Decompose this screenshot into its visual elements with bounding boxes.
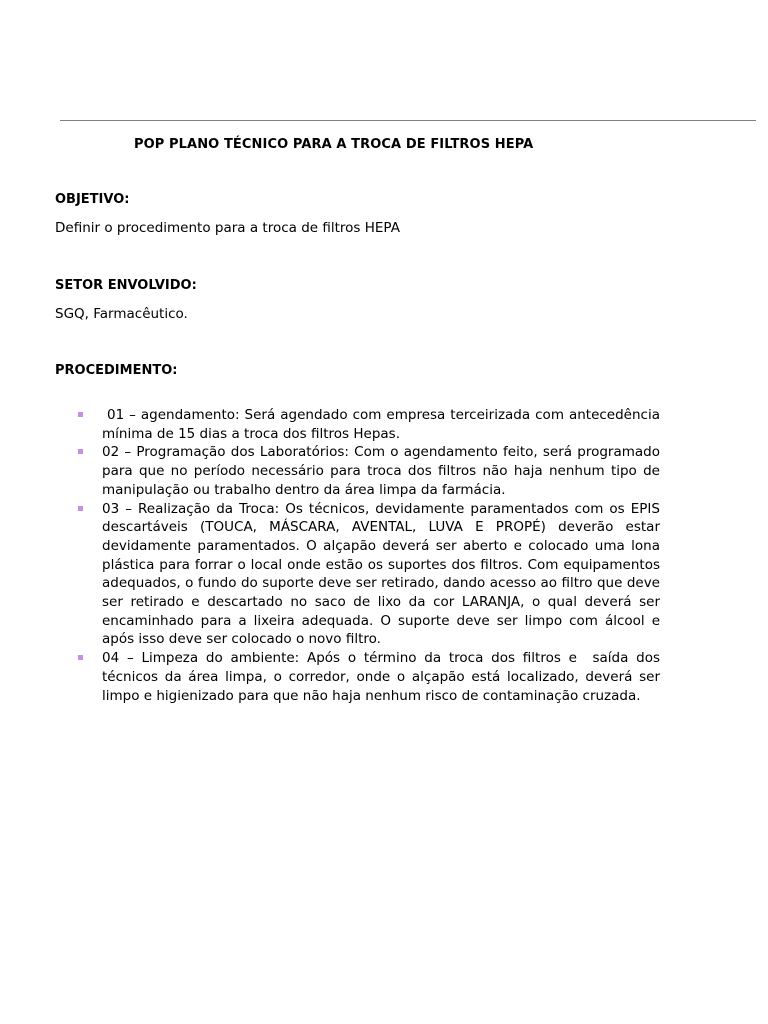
document-title: POP PLANO TÉCNICO PARA A TROCA DE FILTROS HEPA	[134, 137, 534, 152]
procedure-steps-list	[78, 406, 665, 705]
square-bullet-icon	[78, 506, 83, 511]
procedure-step-text: 04 – Limpeza do ambiente: Após o término da troca dos filtros e saída dos técnicos da área limpa, o corredor, onde o alçapão está localizado, deverá ser limpo e higienizado para que não haja nenhum risco de contaminação cruzada.	[102, 650, 665, 704]
procedure-step-text: 03 – Realização da Troca: Os técnicos, devidamente paramentados com os EPIS descartáveis (TOUCA, MÁSCARA, AVENTAL, LUVA E PROPÉ) deverão estar devidamente paramentados. O alçapão deverá ser aberto e colocado uma lona plástica para forrar o local onde estão os suportes dos filtros. Com equipamentos adequados, o fundo do suporte deve ser retirado, dando acesso ao filtro que deve ser retirado e descartado no saco de lixo da cor LARANJA, o qual deverá ser encaminhado para a lixeira adequada. O suporte deve ser limpo com álcool e após isso deve ser colocado o novo filtro.	[102, 500, 660, 648]
header-rule	[60, 120, 756, 121]
procedure-step-4	[78, 649, 665, 705]
procedimento-heading: PROCEDIMENTO:	[55, 363, 178, 378]
procedure-step-2	[78, 443, 660, 499]
procedure-step-text: 02 – Programação dos Laboratórios: Com o agendamento feito, será programado para que no período necessário para troca dos filtros não haja nenhum tipo de manipulação ou trabalho dentro da área limpa da farmácia.	[102, 444, 660, 498]
objetivo-heading: OBJETIVO:	[55, 192, 130, 207]
objetivo-text: Definir o procedimento para a troca de filtros HEPA	[55, 220, 400, 236]
setor-heading: SETOR ENVOLVIDO:	[55, 278, 197, 293]
square-bullet-icon	[78, 449, 83, 454]
procedure-step-3	[78, 500, 660, 650]
procedure-step-1	[78, 406, 665, 443]
square-bullet-icon	[78, 412, 83, 417]
setor-text: SGQ, Farmacêutico.	[55, 306, 188, 322]
square-bullet-icon	[78, 655, 83, 660]
procedure-step-text: 01 – agendamento: Será agendado com empresa terceirizada com antecedência mínima de 15 dias a troca dos filtros Hepas.	[102, 407, 665, 442]
